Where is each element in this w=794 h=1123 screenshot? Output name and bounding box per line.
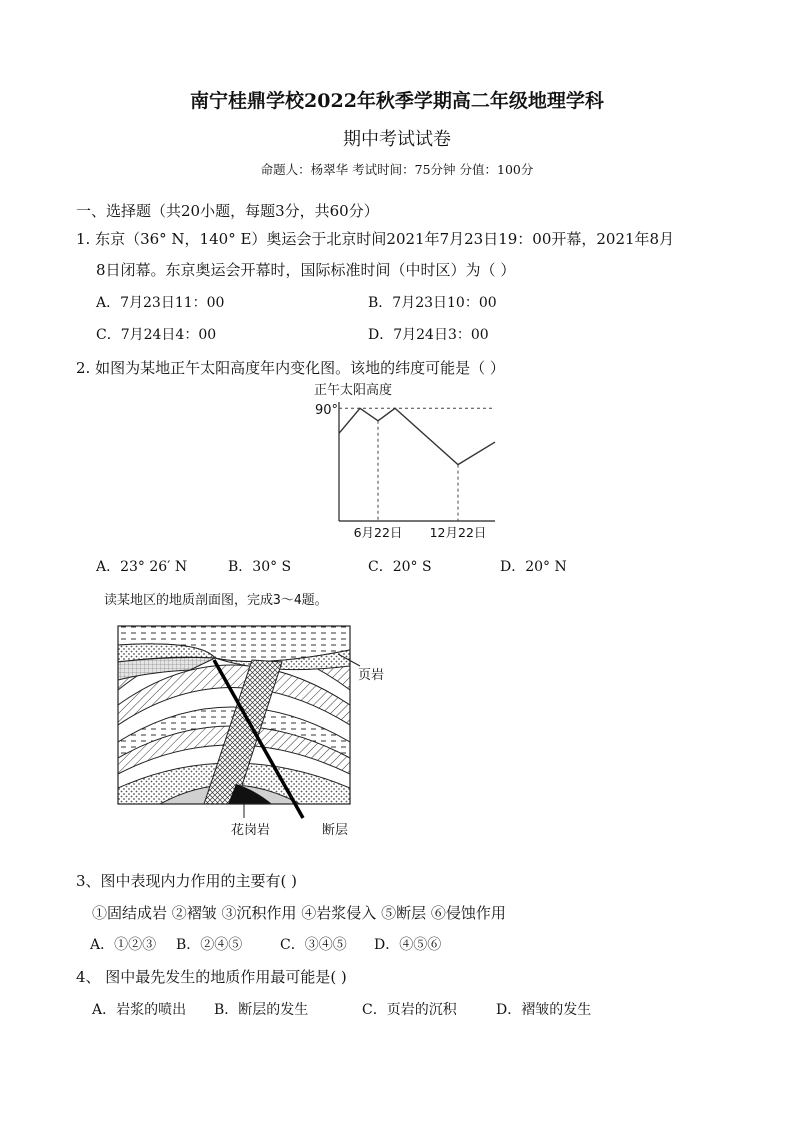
label-fault: 断层 — [322, 823, 349, 838]
intrusion-dyke — [204, 660, 282, 804]
fault-line — [214, 660, 303, 818]
q2-option-a: A．23° 26′ N — [96, 559, 188, 575]
q1-stem-line1: 1. 东京（36° N，140° E）奥运会于北京时间2021年7月23日19：00开幕，2021年8月 — [76, 230, 675, 248]
chart-series-line — [339, 408, 495, 464]
q4-option-a: A．岩浆的喷出 — [92, 1002, 187, 1018]
reading-intro: 读某地区的地质剖面图，完成3～4题。 — [104, 593, 328, 608]
section-heading: 一、选择题（共20小题，每题3分，共60分） — [76, 202, 379, 220]
label-shale: 页岩 — [358, 668, 385, 683]
q3-stem: 3、图中表现内力作用的主要有( ) — [76, 872, 298, 890]
q3-option-d: D．④⑤⑥ — [374, 937, 442, 953]
q4-stem: 4、 图中最先发生的地质作用最可能是( ) — [76, 968, 347, 986]
chart-xtick-jun22: 6月22日 — [353, 525, 403, 540]
exam-subtitle: 期中考试试卷 — [343, 129, 451, 150]
shale-layer — [118, 626, 350, 662]
rock-layer-base — [118, 626, 350, 804]
q1-option-d: D．7月24日3：00 — [368, 327, 489, 343]
q1-option-b: B．7月23日10：00 — [368, 295, 497, 311]
granite-body — [228, 784, 272, 804]
q1-option-a: A．7月23日11：00 — [96, 295, 225, 311]
chart-ytick-90: 90° — [315, 403, 339, 418]
q3-option-b: B．②④⑤ — [176, 937, 243, 953]
exam-title: 南宁桂鼎学校2022年秋季学期高二年级地理学科 — [190, 90, 604, 112]
q4-option-b: B．断层的发生 — [214, 1002, 309, 1018]
q2-option-b: B．30° S — [228, 559, 292, 575]
q4-option-c: C．页岩的沉积 — [362, 1002, 457, 1018]
q2-stem: 2. 如图为某地正午太阳高度年内变化图。该地的纬度可能是（ ） — [76, 359, 505, 377]
label-granite: 花岗岩 — [231, 823, 271, 838]
q3-option-a: A．①②③ — [90, 937, 157, 953]
q4-option-d: D．褶皱的发生 — [496, 1002, 592, 1018]
chart-ylabel: 正午太阳高度 — [314, 383, 393, 398]
exam-meta: 命题人：杨翠华 考试时间：75分钟 分值：100分 — [260, 162, 534, 177]
q2-option-c: C．20° S — [368, 559, 432, 575]
q2-option-d: D．20° N — [500, 559, 567, 575]
chart-xtick-dec22: 12月22日 — [429, 525, 487, 540]
q3-option-c: C．③④⑤ — [280, 937, 347, 953]
q1-stem-line2: 8日闭幕。东京奥运会开幕时，国际标准时间（中时区）为（ ） — [96, 261, 516, 279]
q1-option-c: C．7月24日4：00 — [96, 327, 217, 343]
q3-items: ①固结成岩 ②褶皱 ③沉积作用 ④岩浆侵入 ⑤断层 ⑥侵蚀作用 — [92, 904, 506, 922]
